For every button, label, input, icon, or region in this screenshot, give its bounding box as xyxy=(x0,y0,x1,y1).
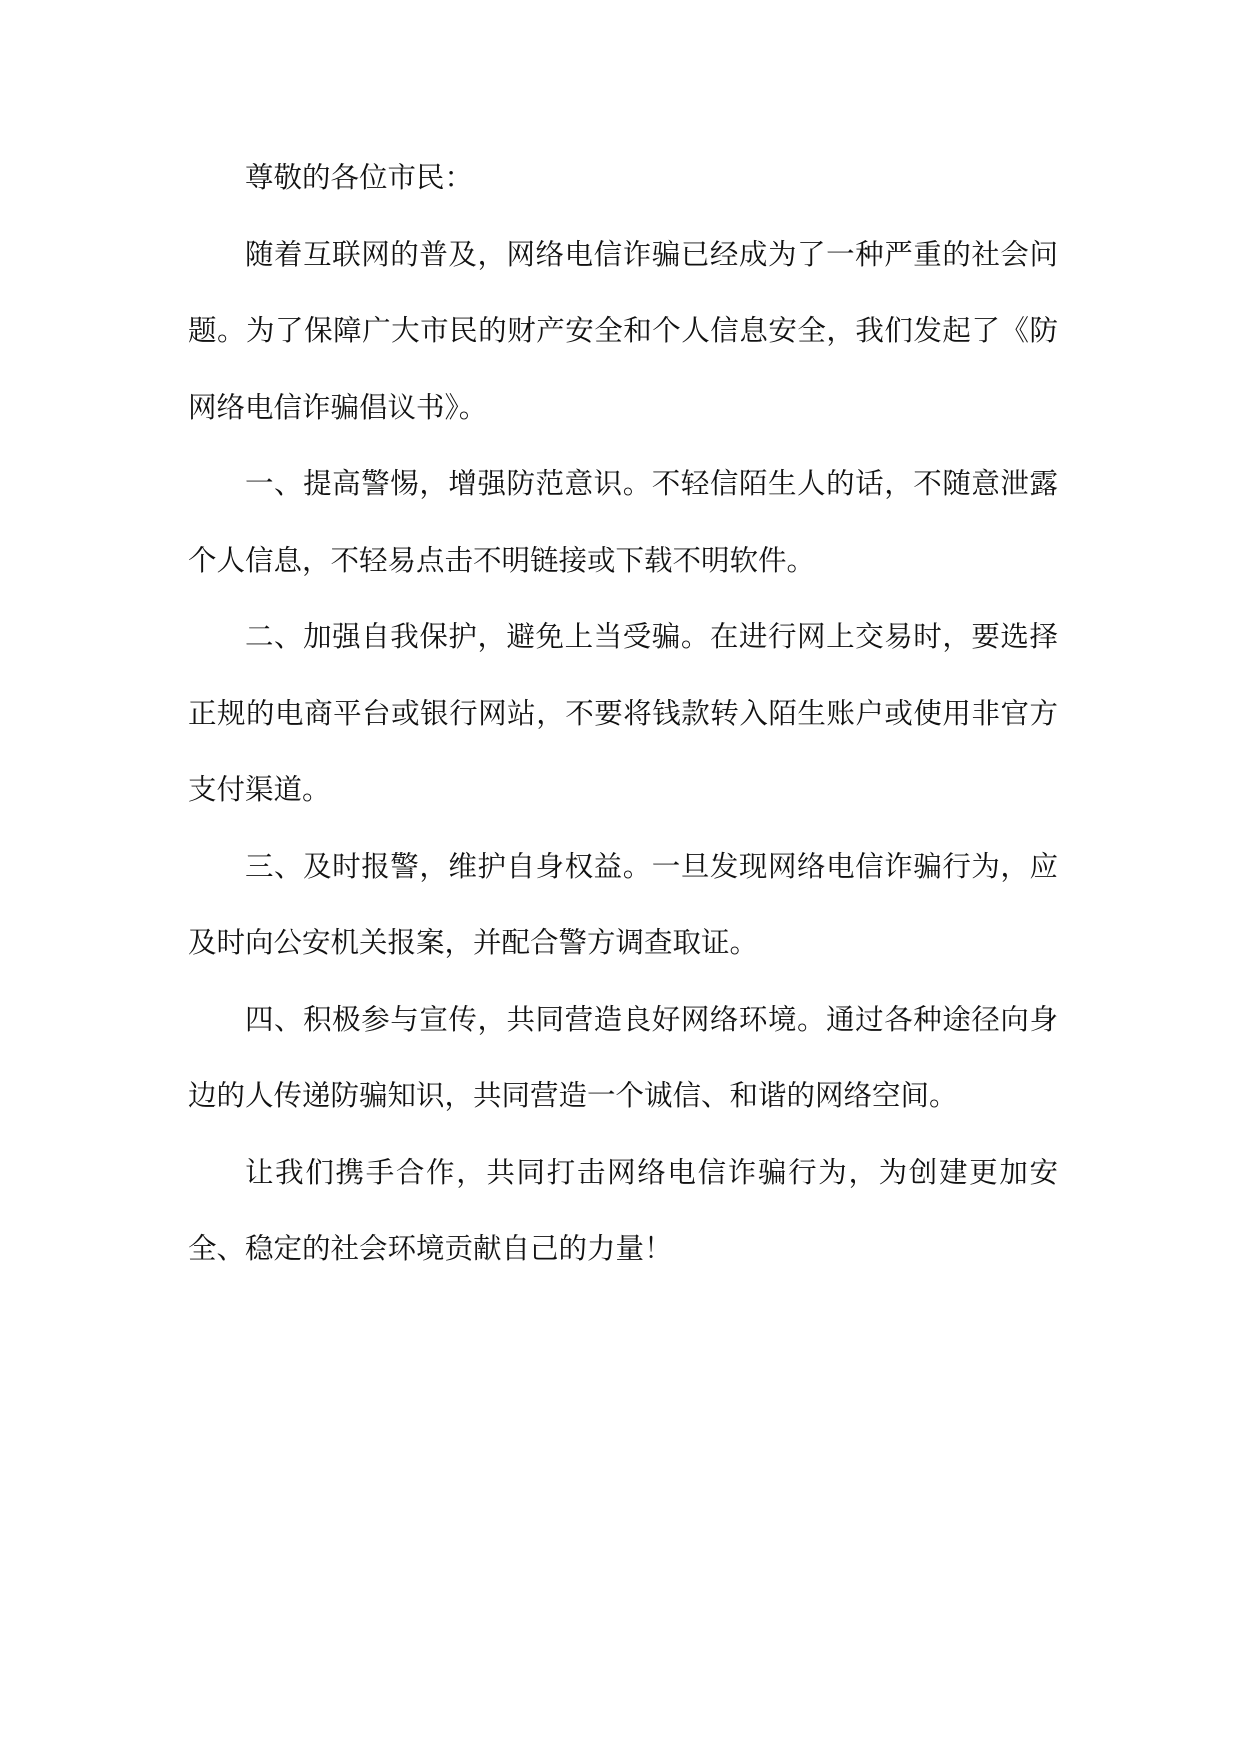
salutation: 尊敬的各位市民： xyxy=(245,161,474,194)
paragraph-intro: 随着互联网的普及，网络电信诈骗已经成为了一种严重的社会问题。为了保障广大市民的财产安全和个人信息安全，我们发起了《防网络电信诈骗倡议书》。 xyxy=(188,237,1058,424)
paragraph-item-2: 二、加强自我保护，避免上当受骗。在进行网上交易时，要选择正规的电商平台或银行网站，不要将钱款转入陌生账户或使用非官方支付渠道。 xyxy=(188,620,1058,806)
paragraph-item-1: 一、提高警惕，增强防范意识。不轻信陌生人的话，不随意泄露个人信息，不轻易点击不明链接或下载不明软件。 xyxy=(188,467,1058,577)
paragraph-closing: 让我们携手合作，共同打击网络电信诈骗行为，为创建更加安全、稳定的社会环境贡献自己的力量！ xyxy=(188,1155,1058,1265)
paragraph-item-3: 三、及时报警，维护自身权益。一旦发现网络电信诈骗行为，应及时向公安机关报案，并配合警方调查取证。 xyxy=(188,849,1058,959)
document-body xyxy=(188,140,1058,1288)
paragraph-item-4: 四、积极参与宣传，共同营造良好网络环境。通过各种途径向身边的人传递防骗知识，共同营造一个诚信、和谐的网络空间。 xyxy=(188,1002,1058,1112)
